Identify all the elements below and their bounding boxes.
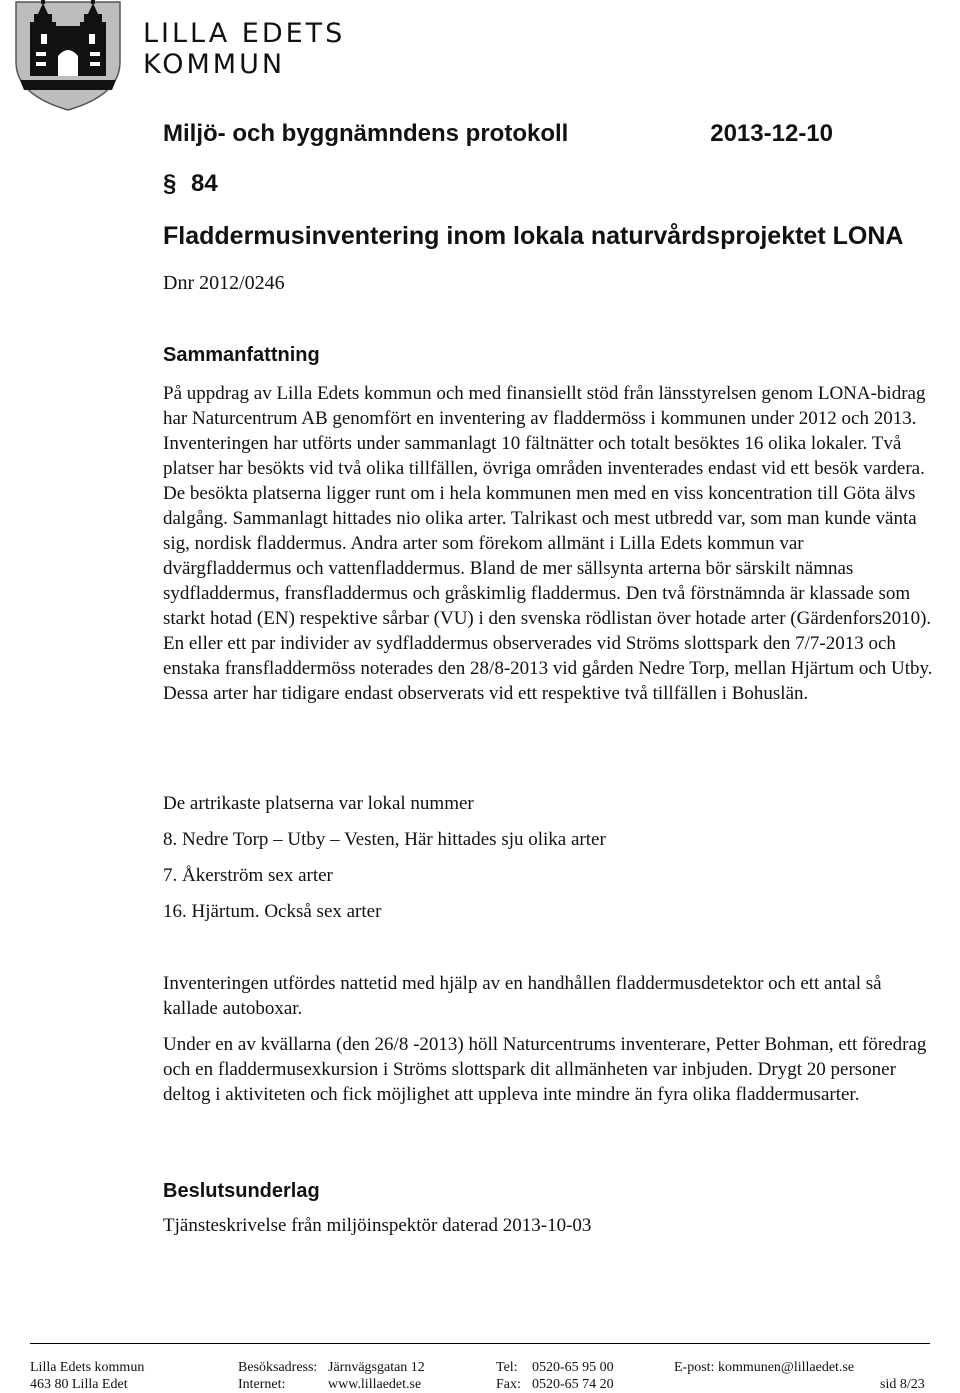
footer-values — [328, 1359, 425, 1393]
footer-tel: 0520-65 95 00 — [532, 1360, 614, 1375]
footer-website-link[interactable]: www.lillaedet.se — [328, 1377, 422, 1392]
footer-org-name: Lilla Edets kommun — [30, 1360, 145, 1375]
footer-postal: 463 80 Lilla Edet — [30, 1377, 128, 1392]
method-paragraph: Inventeringen utfördes nattetid med hjälp av en handhållen fladdermusdetektor och ett antal så kallade autoboxar. — [163, 973, 882, 1019]
protocol-date: 2013-12-10 — [710, 120, 833, 147]
footer-phone-values — [532, 1359, 614, 1393]
list-item-site-7: 7. Åkerström sex arter — [163, 865, 333, 886]
logo-line-1: LILLA EDETS — [143, 18, 346, 49]
footer-divider — [30, 1343, 930, 1344]
footer-org — [30, 1359, 144, 1393]
excursion-paragraph: Under en av kvällarna (den 26/8 -2013) höll Naturcentrums inventerare, Petter Bohman, ett föredrag och en fladdermusexkursion i Ströms slottspark dit allmänheten var inbjuden. Drygt 20 personer deltog i aktiviteten och fick möjlighet att uppleva inte mindre än fyra olika fladdermusarter. — [163, 1034, 927, 1105]
paragraph-number — [163, 170, 218, 198]
footer-labels — [238, 1359, 317, 1393]
paragraph-number-value: 84 — [191, 170, 218, 197]
basis-text: Tjänsteskrivelse från miljöinspektör daterad 2013-10-03 — [163, 1215, 592, 1236]
logo-wordmark — [143, 18, 345, 80]
protocol-header — [163, 120, 833, 148]
footer-visit-label: Besöksadress: — [238, 1360, 318, 1375]
municipality-coat-of-arms-logo — [8, 0, 128, 112]
summary-paragraph: På uppdrag av Lilla Edets kommun och med finansiellt stöd från länsstyrelsen genom LONA-bidrag har Naturcentrum AB genomfört en inventering av fladdermöss i kommunen under 2012 och 2013. Inventeringen har utförts under sammanlagt 10 fältnätter och totalt besöktes 16 olika lokaler. Två platser har besökts vid två olika tillfällen, övriga områden inventerades endast vid ett besök vardera. De besökta platserna ligger runt om i hela kommunen men med en viss koncentration till Göta älvs dalgång. Sammanlagt hittades nio olika arter. Talrikast och mest utbredd var, som man kunde vänta sig, nordisk fladdermus. Andra arter som förekom allmänt i Lilla Edets kommun var dvärgfladdermus och vattenfladdermus. Bland de mer sällsynta arterna bör särskilt nämnas sydfladdermus, fransfladdermus och gråskimlig fladdermus. Den två förstnämnda är klassade som starkt hotad (EN) respektive sårbar (VU) i den svenska rödlistan över hotade arter (Gärdenfors2010). En eller ett par individer av sydfladdermus observerades vid Ströms slottspark den 7/7-2013 och enstaka fransfladdermöss noterades den 28/8-2013 vid gården Nedre Torp, mellan Hjärtum och Utby. Dessa arter har tidigare endast observerats vid ett respektive två tillfällen i Bohuslän. — [163, 383, 933, 704]
page-title: Fladdermusinventering inom lokala naturvårdsprojektet LONA — [163, 222, 904, 250]
footer-tel-label: Tel: — [496, 1360, 518, 1375]
list-intro: De artrikaste platserna var lokal nummer — [163, 793, 474, 814]
footer-visit-address: Järnvägsgatan 12 — [328, 1360, 425, 1375]
footer-phone-labels — [496, 1359, 521, 1393]
footer-fax: 0520-65 74 20 — [532, 1377, 614, 1392]
summary-heading: Sammanfattning — [163, 344, 320, 366]
footer-email-link[interactable]: E-post: kommunen@lillaedet.se — [674, 1360, 855, 1375]
list-item-site-8: 8. Nedre Torp – Utby – Vesten, Här hittades sju olika arter — [163, 829, 606, 850]
footer-web-label: Internet: — [238, 1377, 286, 1392]
protocol-title: Miljö- och byggnämndens protokoll — [163, 120, 569, 147]
footer-fax-label: Fax: — [496, 1377, 521, 1392]
list-item-site-16: 16. Hjärtum. Också sex arter — [163, 901, 382, 922]
logo-line-2: KOMMUN — [143, 49, 286, 80]
basis-heading: Beslutsunderlag — [163, 1180, 320, 1202]
case-number: Dnr 2012/0246 — [163, 272, 285, 294]
paragraph-symbol: § — [163, 170, 177, 197]
page-number: sid 8/23 — [880, 1377, 925, 1392]
